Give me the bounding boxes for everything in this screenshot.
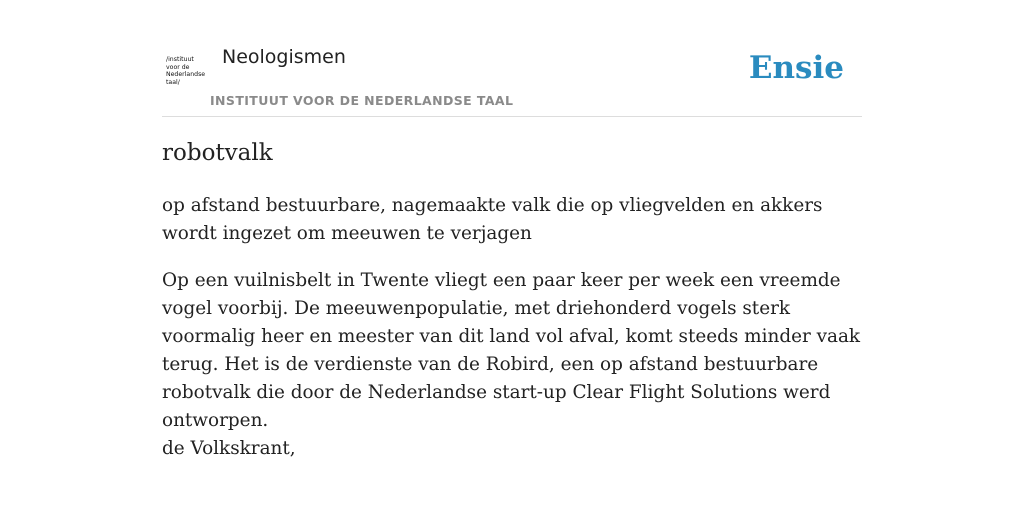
quote-source: de Volkskrant,	[162, 438, 296, 459]
logo-line: Nederlandse	[166, 71, 206, 79]
site-title[interactable]: Neologismen	[222, 46, 346, 68]
header	[162, 0, 862, 117]
example-quote	[162, 267, 862, 463]
entry-card	[162, 0, 862, 459]
headword: robotvalk	[162, 140, 273, 166]
institute-logo[interactable]	[166, 56, 208, 88]
logo-line: /instituut	[166, 56, 194, 63]
logo-line: taal/	[166, 78, 180, 86]
definition: op afstand bestuurbare, nagemaakte valk die op vliegvelden en akkers wordt ingezet om meeuwen te verjagen	[162, 195, 823, 244]
organization-name: INSTITUUT VOOR DE NEDERLANDSE TAAL	[210, 93, 514, 108]
ensie-brand-link[interactable]: Ensie	[748, 50, 844, 86]
quote-text: Op een vuilnisbelt in Twente vliegt een paar keer per week een vreemde vogel voorbij. De meeuwenpopulatie, met driehonderd vogels sterk voormalig heer en meester van dit land vol afval, komt steeds minder vaak terug. Het is de verdienste van de Robird, een op afstand bestuurbare robotvalk die door de Nederlandse start-up Clear Flight Solutions werd ontworpen.	[162, 270, 861, 431]
logo-line: voor de	[166, 63, 190, 71]
